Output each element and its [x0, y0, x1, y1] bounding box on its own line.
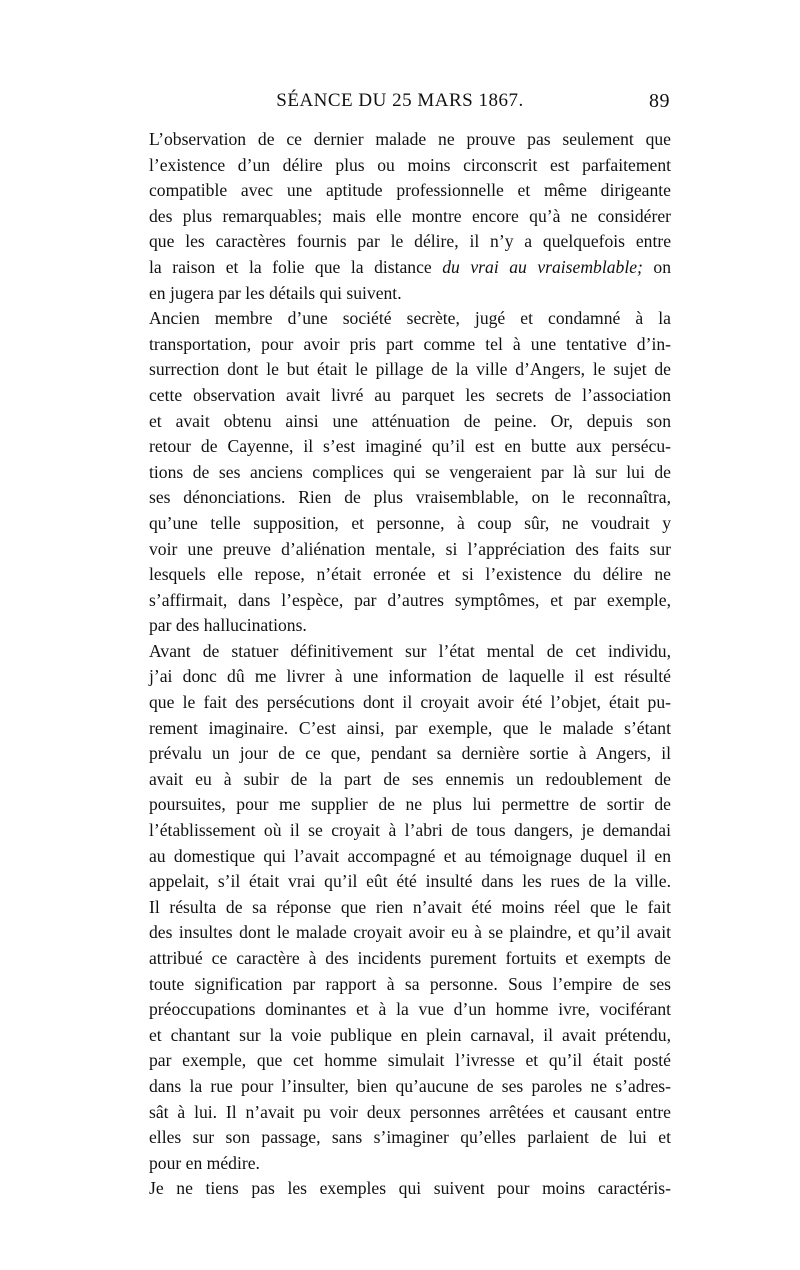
text-line: j’ai donc dû me livrer à une information de laquelle il est résulté — [149, 666, 671, 687]
text-line: attribué ce caractère à des incidents purement fortuits et exempts de — [149, 948, 671, 968]
text-line: au domestique qui l’avait accompagné et au témoignage duquel il en — [149, 845, 671, 866]
text-line: par des hallucinations. — [149, 615, 307, 636]
text-line: prévalu un jour de ce que, pendant sa dernière sortie à Angers, il — [149, 743, 671, 764]
text-line: sât à lui. Il n’avait pu voir deux personnes arrêtées et causant entre — [149, 1101, 671, 1122]
text-line: et avait obtenu ainsi une atténuation de peine. Or, depuis son — [149, 410, 671, 431]
text-line: cette observation avait livré au parquet les secrets de l’association — [149, 384, 671, 405]
text-line: Ancien membre d’une société secrète, jugé et condamné à la — [149, 308, 671, 329]
text-line: Avant de statuer définitivement sur l’état mental de cet individu, — [149, 640, 671, 661]
text-line: qu’une telle supposition, et personne, à coup sûr, ne voudrait y — [149, 512, 671, 533]
page-number: 89 — [649, 90, 670, 112]
text-line: rement imaginaire. C’est ainsi, par exemple, que le malade s’étant — [149, 717, 671, 738]
running-head — [130, 88, 670, 118]
text-line: l’établissement où il se croyait à l’abri de tous dangers, je demandai — [149, 820, 671, 841]
text-line: L’observation de ce dernier malade ne prouve pas seulement que — [149, 129, 671, 149]
running-title: SÉANCE DU 25 MARS 1867. — [276, 90, 524, 111]
text-line-with-italic — [131, 255, 671, 281]
text-segment: la raison et la folie que la distance — [149, 256, 432, 277]
text-line: elles sur son passage, sans s’imaginer qu’elles parlaient de lui et — [149, 1127, 671, 1148]
paragraph-1 — [131, 127, 671, 306]
text-line: et chantant sur la voie publique en plein carnaval, il avait prétendu, — [149, 1024, 671, 1045]
text-line: en jugera par les détails qui suivent. — [149, 282, 402, 303]
text-line: appelait, s’il était vrai qu’il eût été insulté dans les rues de la ville. — [149, 871, 671, 892]
text-line: des insultes dont le malade croyait avoir eu à se plaindre, et qu’il avait — [149, 922, 671, 943]
text-line: voir une preuve d’aliénation mentale, si l’appréciation des faits sur — [149, 538, 671, 559]
text-line: toute signification par rapport à sa personne. Sous l’empire de ses — [149, 973, 671, 994]
text-line: Il résulta de sa réponse que rien n’avait été moins réel que le fait — [149, 896, 671, 917]
text-line: l’existence d’un délire plus ou moins circonscrit est parfaitement — [149, 154, 671, 175]
text-line: surrection dont le but était le pillage de la ville d’Angers, le sujet de — [149, 359, 671, 380]
text-line: tions de ses anciens complices qui se vengeraient par là sur lui de — [149, 461, 671, 482]
text-line: compatible avec une aptitude professionnelle et même dirigeante — [149, 180, 671, 201]
text-line: que les caractères fournis par le délire, il n’y a quelquefois entre — [149, 231, 671, 252]
text-line: lesquels elle repose, n’était erronée et si l’existence du délire ne — [149, 564, 671, 585]
body-text — [131, 127, 671, 1202]
text-line: que le fait des persécutions dont il croyait avoir été l’objet, était pu- — [149, 692, 671, 713]
text-line: préoccupations dominantes et à la vue d’un homme ivre, vociférant — [149, 999, 671, 1020]
text-line: poursuites, pour me supplier de ne plus lui permettre de sortir de — [149, 794, 671, 815]
text-line: Je ne tiens pas les exemples qui suivent pour moins caractéris- — [149, 1178, 671, 1199]
paragraph-2 — [131, 306, 671, 639]
paragraph-3 — [131, 639, 671, 1176]
paragraph-4 — [131, 1176, 671, 1202]
text-line: des plus remarquables; mais elle montre encore qu’à ne considérer — [149, 205, 671, 226]
text-line: dans la rue pour l’insulter, bien qu’aucune de ses paroles ne s’adres- — [149, 1075, 671, 1096]
text-line: avait eu à subir de la part de ses ennemis un redoublement de — [149, 768, 671, 789]
text-segment: on — [642, 256, 671, 277]
text-line: ses dénonciations. Rien de plus vraisemblable, on le reconnaîtra, — [149, 487, 671, 508]
text-line: pour en médire. — [149, 1152, 260, 1173]
text-line: retour de Cayenne, il s’est imaginé qu’il est en butte aux persécu- — [149, 436, 671, 457]
text-line: par exemple, que cet homme simulait l’ivresse et qu’il était posté — [149, 1050, 671, 1071]
text-line: transportation, pour avoir pris part comme tel à une tentative d’in- — [149, 333, 671, 354]
italic-phrase: du vrai au vraisemblable; — [442, 256, 643, 277]
text-line: s’affirmait, dans l’espèce, par d’autres symptômes, et par exemple, — [149, 589, 671, 610]
